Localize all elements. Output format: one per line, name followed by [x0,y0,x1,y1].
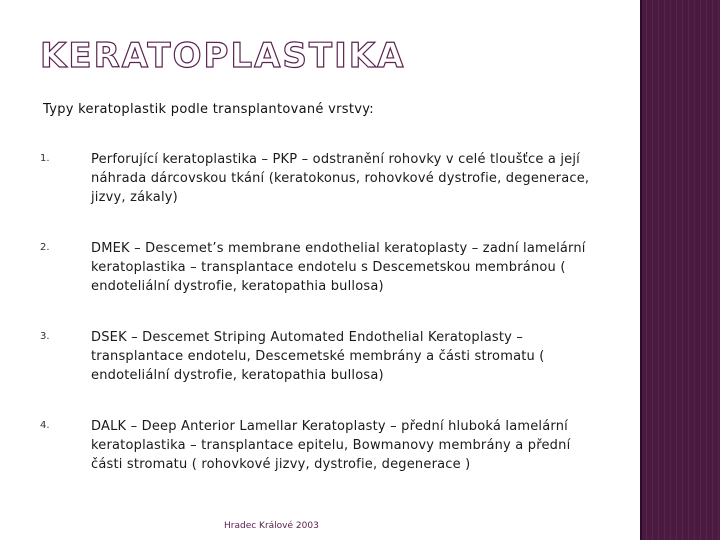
footer-text: Hradec Králové 2003 [224,521,319,531]
slide-title: KERATOPLASTIKA [40,36,406,76]
list-item-text: Perforující keratoplastika – PKP – odstranění rohovky v celé tloušťce a její náhrada dárcovskou tkání (keratokonus, rohovkové dystrofie, degenerace, jizvy, zákaly) [91,152,590,205]
decorative-side-band [640,0,720,540]
list-item [40,150,600,207]
side-band-edge [640,0,642,540]
list-item-text: DALK – Deep Anterior Lamellar Keratoplasty – přední hluboká lamelární keratoplastika – transplantace epitelu, Bowmanovy membrány a přední části stromatu ( rohovkové jizvy, dystrofie, degenerace ) [91,419,571,472]
list-item [40,417,600,474]
slide-subtitle: Typy keratoplastik podle transplantované vrstvy: [43,102,374,117]
list-item-text: DSEK – Descemet Striping Automated Endothelial Keratoplasty – transplantace endotelu, Descemetské membrány a části stromatu ( endoteliální dystrofie, keratopathia bullosa) [91,330,545,383]
list-item [40,328,600,385]
list-item [40,239,600,296]
list-item-number: 4. [40,420,50,431]
list-item-number: 2. [40,242,50,253]
list-item-number: 3. [40,331,50,342]
list-item-text: DMEK – Descemet’s membrane endothelial keratoplasty – zadní lamelární keratoplastika – transplantace endotelu s Descemetskou membránou ( endoteliální dystrofie, keratopathia bullosa) [91,241,586,294]
list-item-number: 1. [40,153,50,164]
